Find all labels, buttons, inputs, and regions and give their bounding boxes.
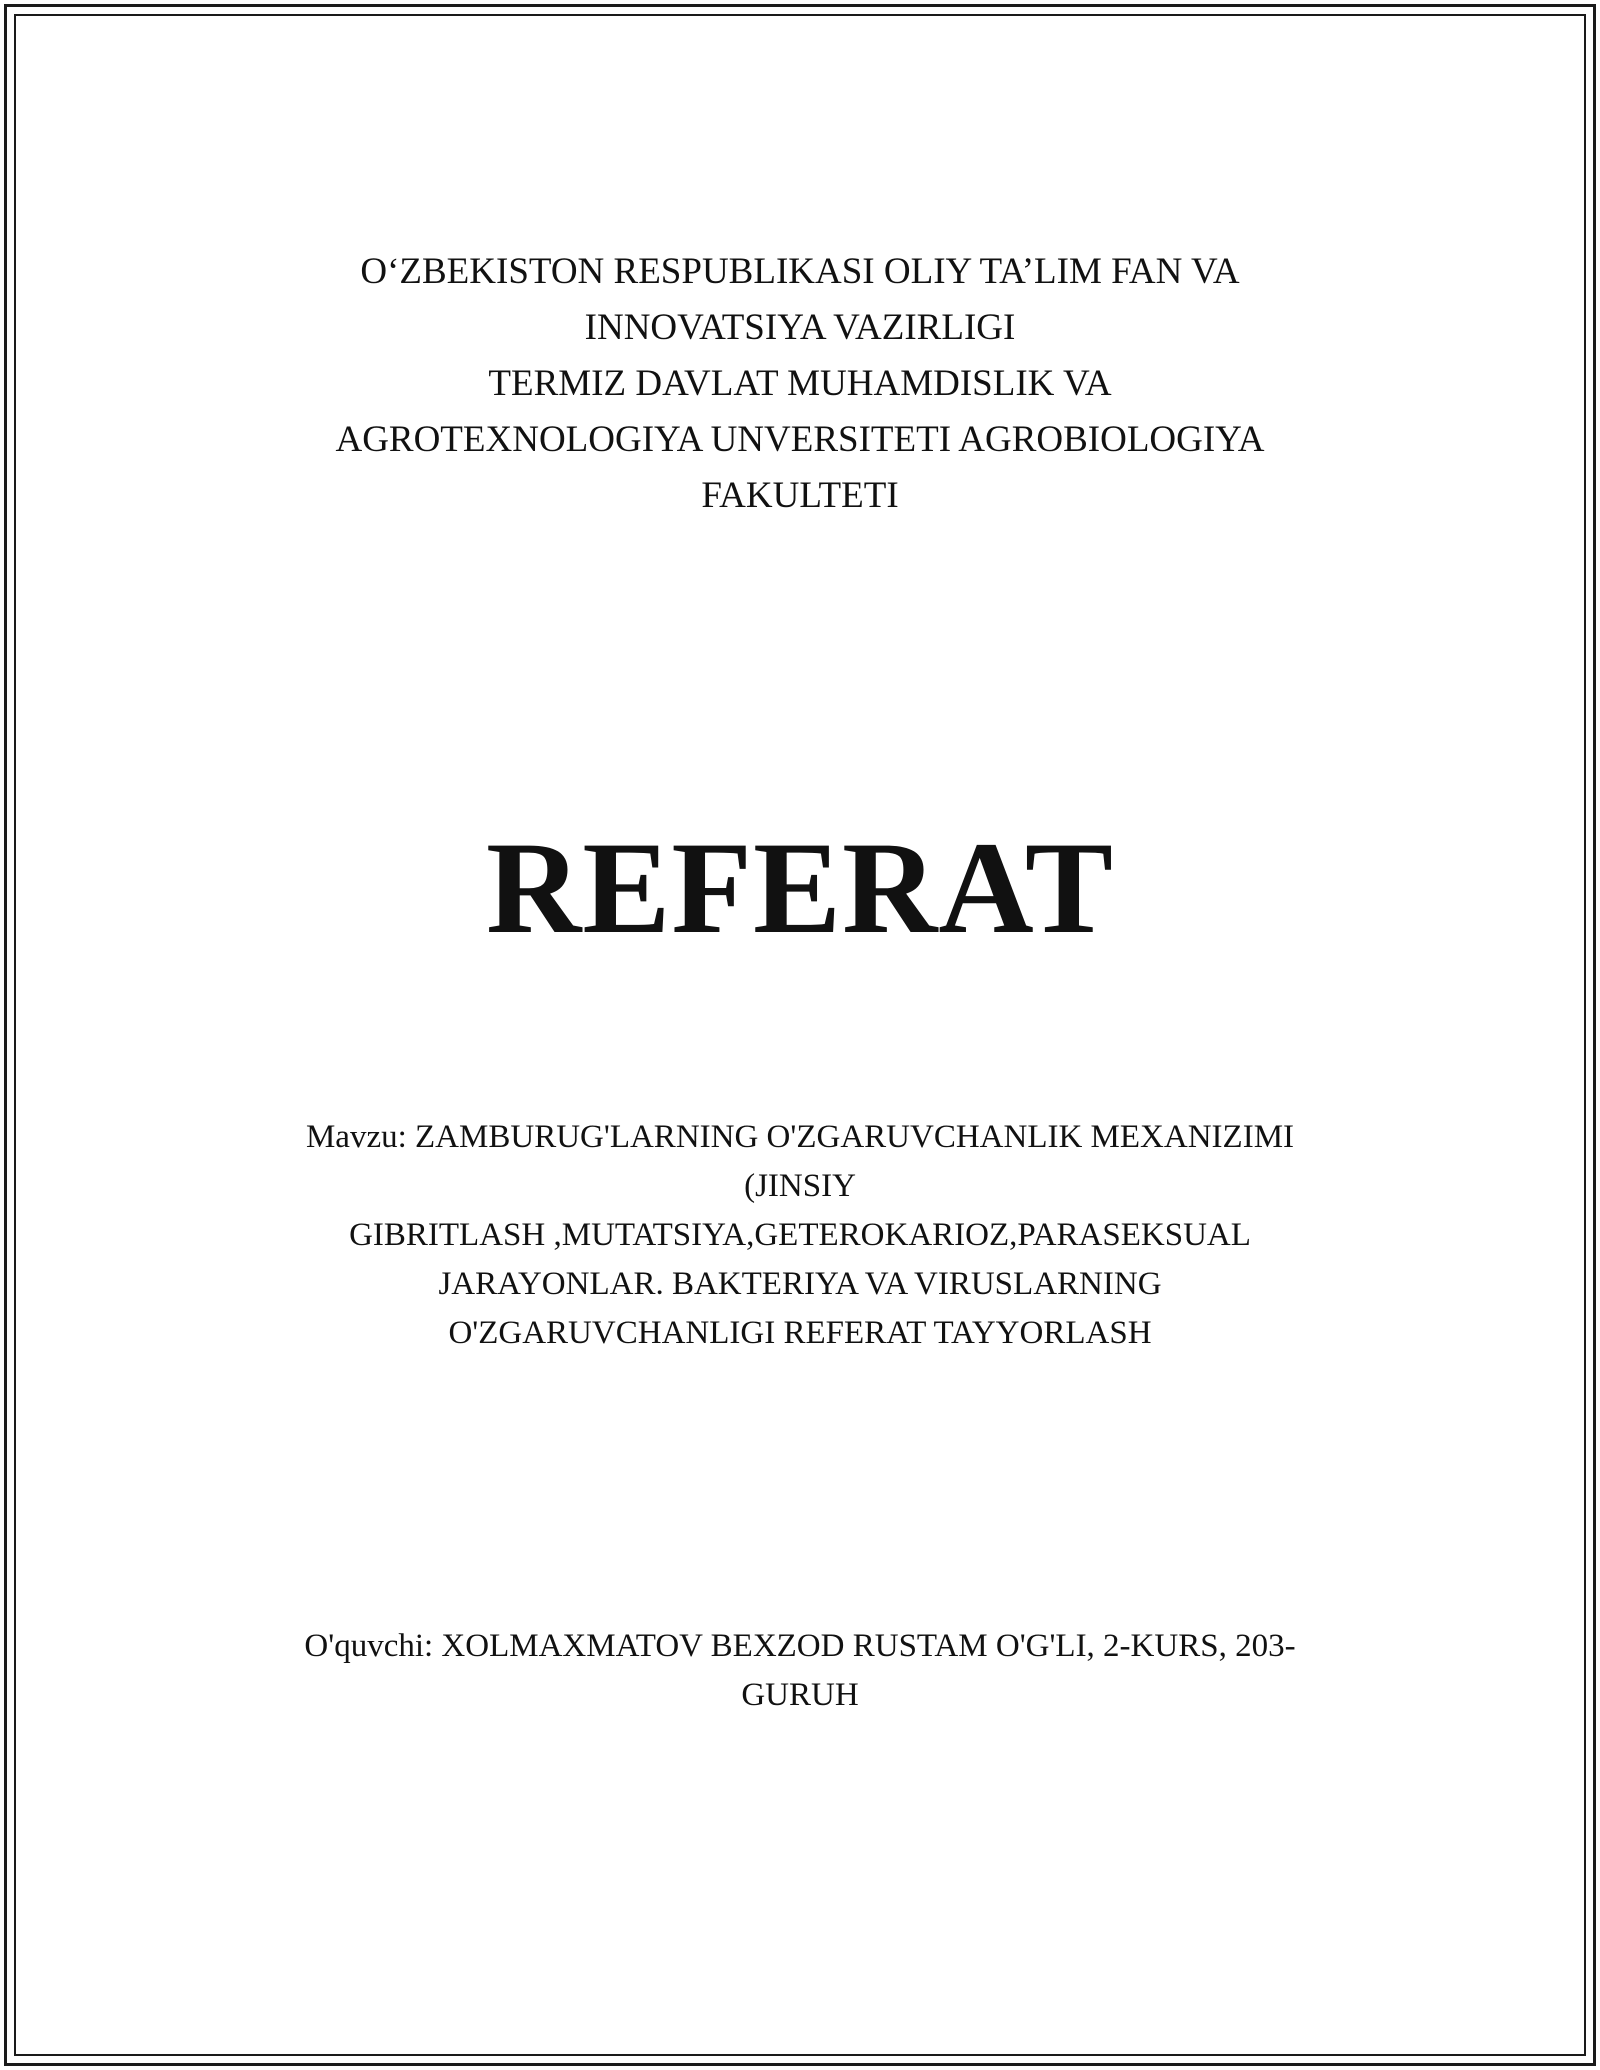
- student-line: O'quvchi: XOLMAXMATOV BEXZOD RUSTAM O'G'LI, 2-KURS, 203-: [304, 1628, 1296, 1664]
- topic-line: GIBRITLASH ,MUTATSIYA,GETEROKARIOZ,PARASEKSUAL: [349, 1217, 1251, 1253]
- header-line: INNOVATSIYA VAZIRLIGI: [584, 307, 1016, 348]
- header-line: AGROTEXNOLOGIYA UNVERSITETI AGROBIOLOGIYA: [335, 419, 1265, 460]
- topic-line: Mavzu: ZAMBURUG'LARNING O'ZGARUVCHANLIK MEXANIZIMI: [305, 1119, 1295, 1155]
- topic-line: JARAYONLAR. BAKTERIYA VA VIRUSLARNING: [438, 1266, 1162, 1302]
- student-info: [200, 1622, 1400, 1720]
- topic-line: O'ZGARUVCHANLIGI REFERAT TAYYORLASH: [448, 1315, 1152, 1351]
- header-line: FAKULTETI: [701, 475, 899, 516]
- topic-section: [200, 1113, 1400, 1358]
- topic-line: (JINSIY: [744, 1168, 856, 1204]
- institution-header: [200, 244, 1400, 524]
- document-title: REFERAT: [486, 814, 1114, 961]
- student-line: GURUH: [741, 1677, 859, 1713]
- header-line: O‘ZBEKISTON RESPUBLIKASI OLIY TA’LIM FAN VA: [360, 251, 1240, 292]
- header-line: TERMIZ DAVLAT MUHAMDISLIK VA: [488, 363, 1112, 404]
